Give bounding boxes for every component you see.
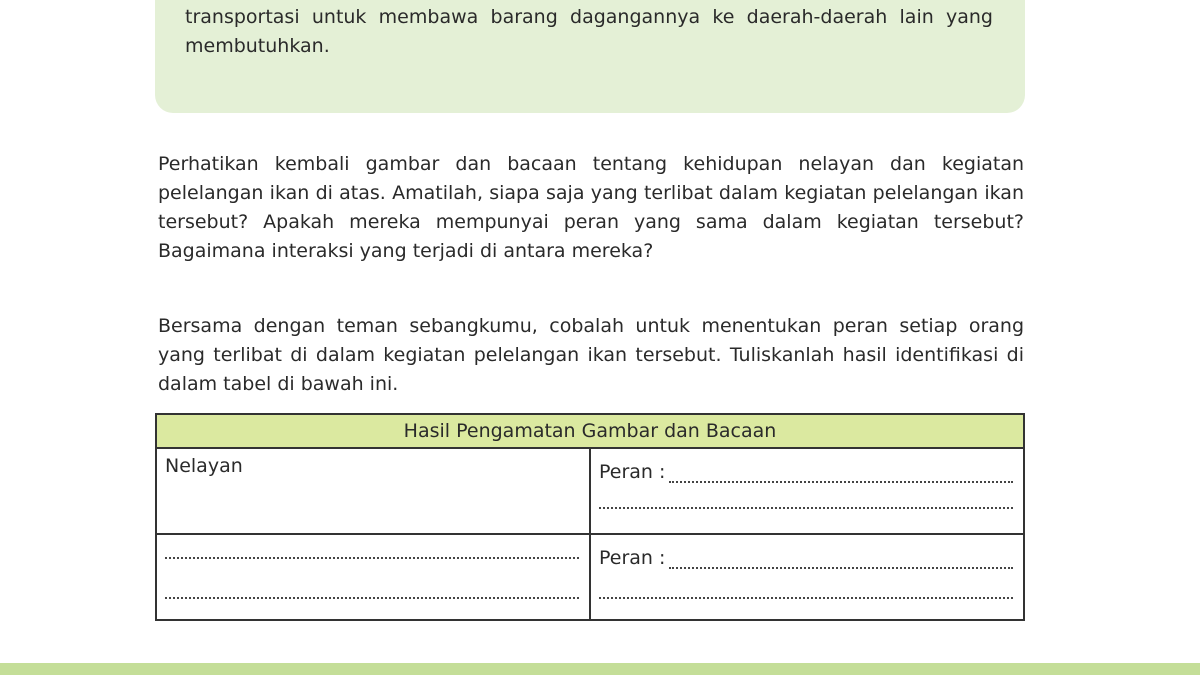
paragraph-observe: Perhatikan kembali gambar dan bacaan tentang kehidupan nelayan dan kegiatan pelelangan ikan di atas. Amatilah, siapa saja yang terlibat dalam kegiatan pelelangan ikan tersebut? Apakah mereka mempunyai peran yang sama dalam kegiatan tersebut? Bagaimana interaksi yang terjadi di antara mereka?	[158, 153, 1024, 262]
actor-cell[interactable]	[156, 448, 590, 534]
table-header: Hasil Pengamatan Gambar dan Bacaan	[156, 414, 1024, 448]
info-box-text: transportasi untuk membawa barang dagangannya ke daerah-daerah lain yang membutuhkan.	[185, 6, 993, 57]
info-box	[155, 0, 1025, 113]
actor-label: Nelayan	[165, 455, 243, 477]
table-row	[156, 448, 1024, 534]
answer-line[interactable]	[165, 597, 579, 599]
role-label: Peran :	[599, 547, 666, 569]
answer-line[interactable]	[599, 597, 1013, 599]
role-cell[interactable]	[590, 448, 1024, 534]
paragraph-instruction: Bersama dengan teman sebangkumu, cobalah untuk menentukan peran setiap orang yang terlibat di dalam kegiatan pelelangan ikan tersebut. Tuliskanlah hasil identifikasi di dalam tabel di bawah ini.	[158, 315, 1024, 395]
table-row	[156, 534, 1024, 620]
observation-table	[155, 413, 1025, 621]
role-label: Peran :	[599, 461, 666, 483]
bottom-band	[0, 663, 1200, 675]
answer-line[interactable]	[669, 555, 1013, 569]
answer-line[interactable]	[599, 507, 1013, 509]
answer-line[interactable]	[165, 557, 579, 559]
role-cell[interactable]	[590, 534, 1024, 620]
actor-cell[interactable]	[156, 534, 590, 620]
answer-line[interactable]	[669, 469, 1013, 483]
